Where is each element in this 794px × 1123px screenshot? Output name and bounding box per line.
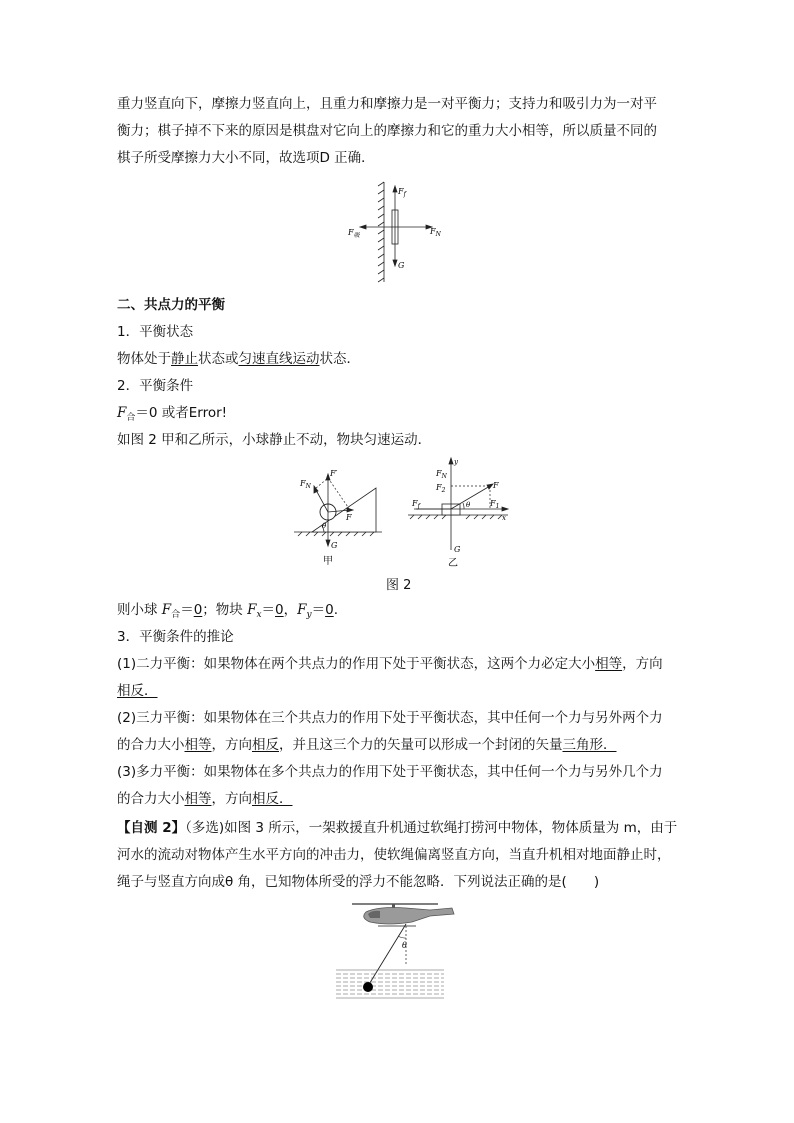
water [336,970,444,998]
blank-answer: 0 [275,602,284,618]
attraction-label: $F_吸$ [348,228,360,239]
subsection-title: 1．平衡状态 [117,324,194,340]
helicopter-icon [352,904,454,926]
friction-label: $F_f$ [412,499,420,510]
f1-label: $F_1$ [490,499,500,510]
blank-answer: 0 [325,602,334,618]
blank-answer: 相等 [595,656,623,672]
problem-tag: 【自测 2】 [117,820,186,836]
friction-label: $F_f$ [398,187,406,198]
paragraph-line: (1)二力平衡：如果物体在两个共点力的作用下处于平衡状态，这两个力必定大小相等，方向 [117,656,663,672]
gravity-label: G [398,261,405,270]
force-diagram-jia [290,466,390,570]
problem-line: 绳子与竖直方向成θ 角，已知物体所受的浮力不能忽略．下列说法正确的是( ) [117,874,600,890]
f-label: F [346,513,352,522]
f-prime-label: F′ [330,469,338,478]
subsection-title: 2．平衡条件 [117,378,194,394]
force-diagram-yi [404,454,514,570]
paragraph-line: 如图 2 甲和乙所示，小球静止不动，物块匀速运动． [117,432,432,448]
y-axis-label: y [454,458,458,466]
blank-answer: 相反． [252,791,293,807]
paragraph-line: (2)三力平衡：如果物体在三个共点力的作用下处于平衡状态，其中任何一个力与另外两个力 [117,710,663,726]
subsection-title: 3．平衡条件的推论 [117,629,234,645]
gravity-label: G [331,541,338,550]
paragraph-line: (3)多力平衡：如果物体在多个共点力的作用下处于平衡状态，其中任何一个力与另外几个力 [117,764,663,780]
figure-label-jia: 甲 [323,556,333,567]
gravity-label: G [454,545,461,554]
section-title: 二、共点力的平衡 [117,297,225,313]
result-line: 则小球 $F_合=0$；物块 $F_x=0$，$F_y=0$. [117,602,338,620]
blank-answer: 0 [193,602,203,618]
normal-force-label: $F_N$ [430,227,441,238]
blank-answer: 相等 [184,791,212,807]
paragraph-line [117,681,158,701]
f2-label: $F_2$ [436,483,446,494]
f-label: F [493,481,499,490]
figure-label-yi: 乙 [448,558,458,569]
paragraph-line: 衡力；棋子掉不下来的原因是棋盘对它向上的摩擦力和它的重力大小相等，所以质量不同的 [117,123,657,139]
blank-answer: 相等 [184,737,212,753]
equation-line: $F_合=0$ 或者Error! [117,405,228,423]
problem-line: 河水的流动对物体产生水平方向的冲击力，使软绳偏离竖直方向，当直升机相对地面静止时， [117,847,671,863]
paragraph-line: 重力竖直向下，摩擦力竖直向上，且重力和摩擦力是一对平衡力；支持力和吸引力为一对平 [117,96,657,112]
helicopter-figure [334,898,464,1002]
normal-force-label: $F_N$ [300,479,311,490]
paragraph-line: 棋子所受摩擦力大小不同，故选项D 正确． [117,150,375,166]
force-diagram-board [340,178,450,286]
theta-label: θ [322,522,327,530]
paragraph-line: 的合力大小相等，方向相反． [117,791,293,807]
theta-label: θ [402,941,407,950]
blank-answer: 相反 [252,737,279,753]
blank-answer: 相反． [117,683,158,699]
paragraph-line: 的合力大小相等，方向相反，并且这三个力的矢量可以形成一个封闭的矢量三角形． [117,737,617,753]
theta-label: θ [466,501,471,509]
blank-answer: 静止 [171,351,198,367]
blank-answer: 匀速直线运动 [238,351,320,367]
normal-force-label: $F_N$ [436,469,447,480]
paragraph-line: 物体处于静止状态或匀速直线运动状态． [117,351,360,367]
blank-answer: 三角形． [562,737,617,753]
x-axis-label: x [502,514,506,522]
figure-caption: 图 2 [386,578,412,593]
object [363,982,373,992]
problem-line: 【自测 2】（多选)如图 3 所示，一架救援直升机通过软绳打捞河中物体，物体质量为 m，由于 [117,820,678,836]
